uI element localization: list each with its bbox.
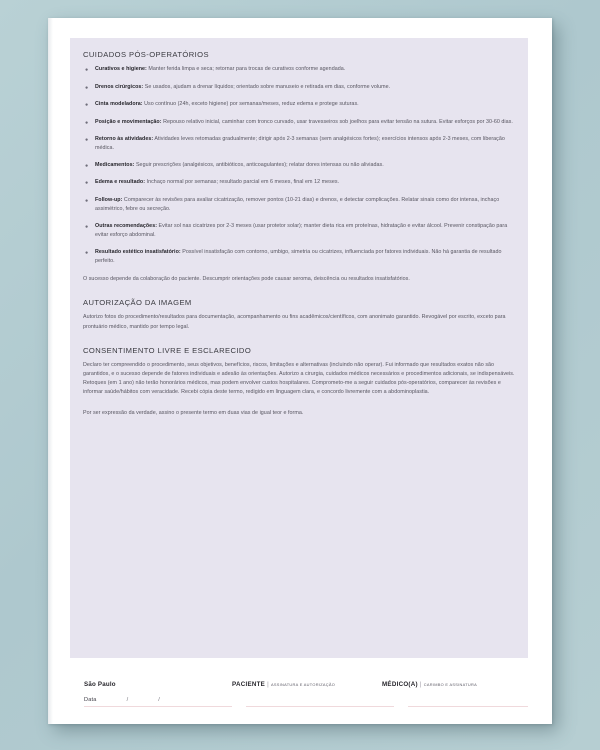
care-item-text [95,248,515,266]
city-label: São Paulo [84,681,116,688]
doctor-heading-sub: CARIMBO E ASSINATURA [423,682,478,687]
bullet-icon: ● [85,84,89,91]
list-item [83,248,515,266]
care-item-text [95,65,515,74]
date-label: Data [84,697,97,703]
list-item [83,161,515,171]
bullet-icon: ● [85,249,89,256]
list-item [83,222,515,240]
care-item-lead: Medicamentos: [95,161,135,168]
date-field-row[interactable] [84,697,232,703]
care-item-text [95,135,515,153]
page-binding-shadow [48,18,53,724]
care-item-text [95,83,515,92]
care-item-lead: Curativos e higiene: [95,66,147,72]
city-block [84,673,232,691]
bullet-icon: ● [85,162,89,169]
list-item [83,196,515,214]
bullet-icon: ● [85,180,89,187]
patient-heading-label: PACIENTE [232,681,266,688]
care-item-lead: Outras recomendações: [95,222,158,229]
care-item-text [95,178,515,187]
heading-divider: | [419,681,422,688]
list-item [83,135,515,153]
care-item-text [95,118,515,127]
care-item-body: Manter ferida limpa e seca; retornar para trocas de curativos conforme agendada. [146,66,346,72]
heading-divider: | [267,681,269,688]
date-signature-rule [84,706,232,707]
care-item-text [95,196,515,214]
content-panel [70,38,528,658]
care-item-text [95,222,515,240]
list-item [83,65,515,75]
signature-footer [70,663,528,719]
care-item-lead: Follow-up: [95,196,123,203]
date-separator-1: / [126,697,129,703]
consent-closing-paragraph: Por ser expressão da verdade, assino o presente termo em duas vias de igual teor e forma. [83,409,304,416]
care-item-body: Evitar sol nas cicatrizes por 2-3 meses (usar protetor solar); manter dieta rica em proteínas, hidratação e evitar álcool. Prevenir constipação para evitar esforço abdominal. [95,222,508,239]
bullet-icon: ● [85,223,89,230]
care-item-body: Comparecer às revisões para avaliar cicatrização, remover pontos (10-21 dias) e drenos, e detectar complicações. Relatar sinais como dor intensa, inchaço assimétrico, febre ou secreção. [95,196,500,213]
care-item-body: Uso contínuo (24h, exceto higiene) por semanas/meses, reduz edema e protege suturas. [142,101,359,107]
care-item-body: Seguir prescrições (analgésicos, antibióticos, anticoagulantes); relatar dores intensas ou não aliviadas. [134,161,384,168]
doctor-signature-block [382,673,514,691]
list-item [83,100,515,110]
care-item-body: Atividades leves retomadas gradualmente; dirigir após 2-3 semanas (sem analgésicos fortes); exercícios intensos após 2-3 meses, com liberação médica. [95,136,505,152]
care-item-body: Repouso relativo inicial, caminhar com tronco curvado, usar travesseiros sob joelhos para evitar tensão na sutura. Evitar esforços por 30-60 dias. [161,118,513,125]
bullet-icon: ● [85,197,89,204]
paper-sheet [48,18,552,724]
list-item [83,178,515,188]
section-title-consent: CONSENTIMENTO LIVRE E ESCLARECIDO [83,345,252,355]
post-op-closing-paragraph: O sucesso depende da colaboração do paciente. Descumprir orientações pode causar seroma, deiscência ou resultados insatisfatórios. [83,276,410,283]
care-item-body: Se usados, ajudam a drenar líquidos; orientado sobre manuseio e retirada em dias, conforme volume. [143,83,391,90]
care-item-lead: Edema e resultado: [95,179,146,186]
patient-heading [232,681,335,688]
post-op-care-list [83,65,515,266]
bullet-icon: ● [85,102,89,108]
care-item-body: Possível insatisfação com contorno, umbigo, simetria ou cicatrizes, influenciada por fatores individuais. Não há garantia de resultado perfeito. [95,248,502,264]
patient-signature-rule [246,706,394,707]
patient-heading-sub: ASSINATURA E AUTORIZAÇÃO [270,682,336,687]
list-item [83,118,515,128]
bullet-icon: ● [85,67,89,73]
consent-main-paragraph: Declaro ter compreendido o procedimento, seus objetivos, benefícios, riscos, limitações e alternativas (incluindo não operar). Fui informado que resultados exatos não são garantidos, e o sucesso depende de fatores individuais e adesão às orientações. Autorizo a cirurgia, cuidados médicos necessários e procedimentos adicionais, se indispensáveis. Retoques (em 1 ano) não terão honorários médicos, mas podem envolver custos hospitalares. Comprometo-me a seguir cuidados pós-operatórios, comparecer às revisões e informar saúde/hábitos com veracidade. Recebi cópia deste termo, redigido em linguagem clara, e concordo livremente com a abdominoplastia. [83,361,515,396]
care-item-lead: Drenos cirúrgicos: [95,83,144,90]
bullet-icon: ● [85,119,89,126]
bullet-icon: ● [85,137,89,143]
doctor-heading [382,681,477,688]
list-item [83,83,515,93]
care-item-lead: Resultado estético insatisfatório: [95,248,181,255]
care-item-lead: Retorno às atividades: [95,136,154,142]
doctor-signature-rule [408,706,528,707]
date-separator-2: / [158,697,160,703]
care-item-text [95,161,515,170]
care-item-lead: Cinta modeladora: [95,101,143,107]
patient-signature-block [232,673,382,691]
care-item-body: Inchaço normal por semanas; resultado parcial em 6 meses, final em 12 meses. [145,179,340,186]
doctor-heading-label: MÉDICO(A) [382,681,418,688]
section-title-post-op: CUIDADOS PÓS-OPERATÓRIOS [83,50,209,59]
section-title-image-auth: AUTORIZAÇÃO DA IMAGEM [83,298,192,308]
care-item-text [95,100,515,109]
image-authorization-paragraph: Autorizo fotos do procedimento/resultados para documentação, acompanhamento ou fins acadêmicos/científicos, com anonimato garantido. Revogável por escrito, exceto para prontuário médico, mantido por tempo legal. [83,314,506,330]
care-item-lead: Posição e movimentação: [95,118,162,125]
